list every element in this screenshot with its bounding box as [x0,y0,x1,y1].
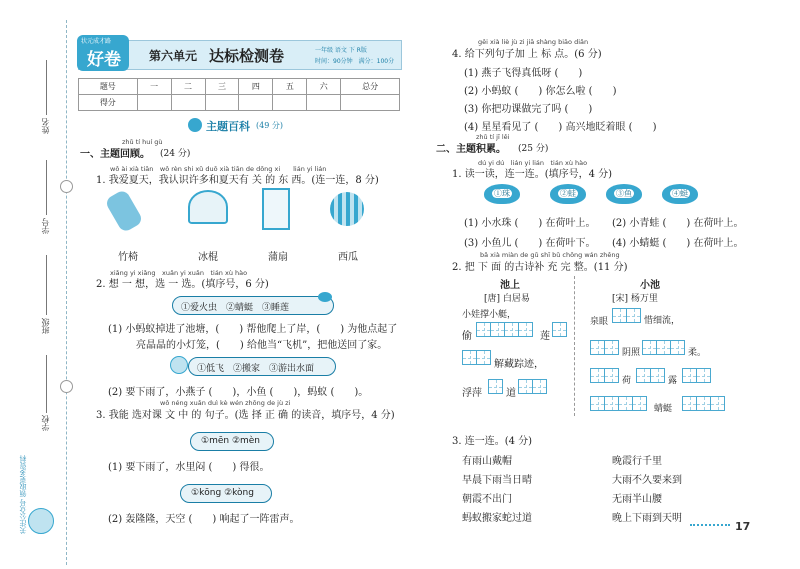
promo-text: 关注公众号 领取更多资料 [19,455,27,535]
header-banner [78,40,402,70]
lotus-leaf-icon: ②蛙 [550,184,586,204]
binding-dashed-line [66,20,67,565]
binding-hole [60,180,73,193]
meta-line-2: 时间：90分钟 满分：100分 [315,58,395,65]
dragonfly-icon [318,292,332,302]
chair-icon [262,188,290,230]
section-badge: 主题百科 [206,120,250,133]
lotus-leaf-icon: ③鱼 [606,184,642,204]
q3-options-a: ①mēn ②mèn [190,432,274,451]
q4-instruction: 4. 给下列句子加 上 标 点。(6 分) [452,49,602,60]
bee-icon [170,356,188,374]
q2-options-b: ①低飞 ②搬家 ③游出水面 [188,357,336,376]
q2-instruction: 2. 想 一 想，选 一 选。(填序号，6 分) [96,279,269,290]
writing-grid[interactable] [636,368,664,383]
writing-grid[interactable] [552,322,566,337]
q3-instruction: 3. 我能 选对课 文 中 的 句子。(选 择 正 确 的读音，填序号，4 分) [96,410,395,421]
fan-icon [188,190,228,224]
page-title: 达标检测卷 [209,47,285,65]
p2q2-instruction: 2. 把 下 面 的古诗补 充 完 整。(11 分) [452,262,628,273]
school-blank [46,355,47,413]
name-label: 姓名 [41,118,50,134]
poem2-title: 小池 [640,280,660,291]
poem1-title: 池上 [500,280,520,291]
poem-divider [574,276,575,416]
q1-instruction: 1. 我爱夏天，我认识许多和夏天有 关 的 东 西。(连一连，8 分) [96,175,379,186]
score-row-values: 得分 [79,95,400,111]
name-blank [46,60,47,115]
p2q1-instruction: 1. 读一读，连一连。(填序号，4 分) [452,169,613,180]
writing-grid[interactable] [518,379,546,394]
watermelon-icon [330,192,364,226]
mascot-icon [28,508,54,534]
id-blank [46,160,47,215]
score-row-header: 题号 一 二 三 四 五 六 总分 [79,79,400,95]
meta-line-1: 一年级 语文 下 R版 [315,47,367,54]
part2-heading: 二、主题积累。 [436,144,506,155]
lotus-leaf-icon: ④蜓 [662,184,698,204]
lotus-leaf-icon: ①珠 [484,184,520,204]
brand-logo-icon: 状元成才路 好卷 [77,35,129,71]
writing-grid[interactable] [488,379,502,394]
writing-grid[interactable] [590,368,618,383]
writing-grid[interactable] [682,368,710,383]
writing-grid[interactable] [682,396,724,411]
writing-grid[interactable] [642,340,684,355]
writing-grid[interactable] [590,340,618,355]
writing-grid[interactable] [612,308,640,323]
sun-icon [188,118,202,132]
school-label: 学校 [41,415,50,431]
popsicle-icon [104,189,144,234]
writing-grid[interactable] [476,322,532,337]
binding-hole [60,380,73,393]
writing-grid[interactable] [462,350,490,365]
page-number: 17 [735,520,751,533]
page-number-dots [690,524,730,526]
section-points: (49 分) [256,121,283,130]
unit-label: 第六单元 [149,49,198,63]
p2q3-instruction: 3. 连一连。(4 分) [452,436,533,447]
part1-heading: 一、主题回顾。 [80,149,150,160]
class-blank [46,255,47,315]
q3-options-b: ①kōng ②kòng [180,484,272,503]
score-table [78,78,400,111]
q2-options-a: ①爱火虫 ②蜻蜓 ③睡莲 [172,296,334,315]
writing-grid[interactable] [590,396,646,411]
id-label: 学号 [41,218,50,234]
class-label: 班级 [41,318,50,334]
